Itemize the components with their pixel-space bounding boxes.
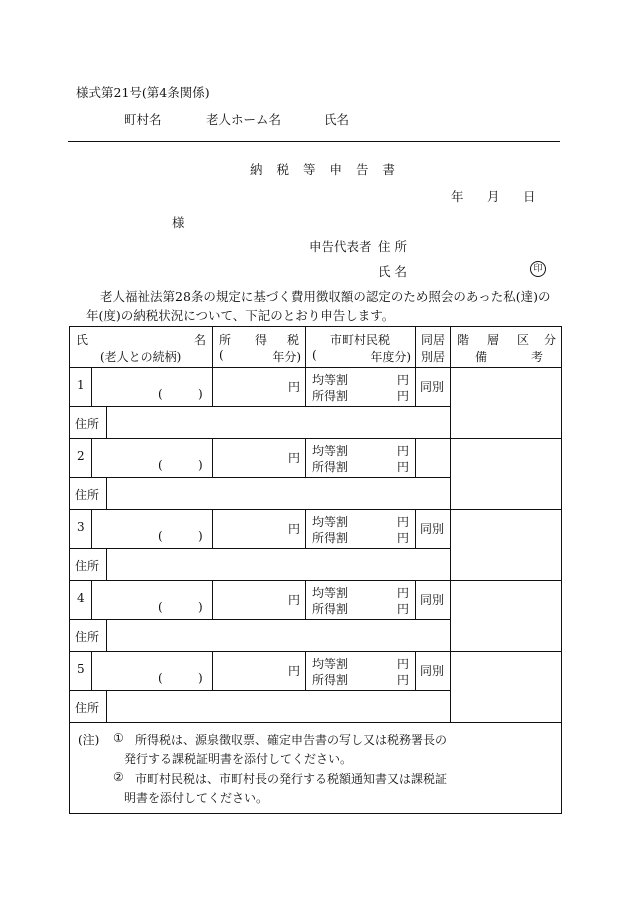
kintouwari-label: 均等割 bbox=[312, 586, 349, 600]
head-remarks-b: 考 bbox=[531, 350, 544, 364]
same-status: 同別 bbox=[420, 664, 445, 678]
floor-cell bbox=[451, 368, 562, 439]
income-tax-yen: 円 bbox=[288, 522, 301, 536]
shotokuwari-yen: 円 bbox=[397, 460, 410, 474]
head-same-1: 同居 bbox=[421, 333, 446, 347]
note-1-line-1: 所得税は、源泉徴収票、確定申告書の写し又は税務署長の bbox=[135, 733, 448, 747]
note-2-line-1: 市町村民税は、市町村長の発行する税額通知書又は課税証 bbox=[135, 772, 448, 786]
shotokuwari-label: 所得割 bbox=[312, 460, 349, 474]
notes-label: (注) bbox=[78, 733, 100, 747]
kintouwari-yen: 円 bbox=[397, 657, 410, 671]
row-number: 3 bbox=[77, 520, 85, 534]
addressee-suffix: 様 bbox=[172, 215, 185, 230]
shotokuwari-label: 所得割 bbox=[312, 531, 349, 545]
note-2-line-2: 明書を添付してください。 bbox=[124, 791, 269, 805]
date-day: 日 bbox=[523, 189, 536, 204]
income-tax-yen: 円 bbox=[288, 451, 301, 465]
row-number: 4 bbox=[77, 591, 85, 605]
shotokuwari-label: 所得割 bbox=[312, 673, 349, 687]
shotokuwari-yen: 円 bbox=[397, 673, 410, 687]
head-name-right: 名 bbox=[194, 333, 207, 347]
home-label: 老人ホーム名 bbox=[206, 112, 282, 127]
head-floor-b: 層 bbox=[487, 333, 500, 347]
tax-table bbox=[69, 326, 562, 814]
kintouwari-yen: 円 bbox=[397, 444, 410, 458]
header-name-label: 氏名 bbox=[324, 112, 350, 127]
floor-cell bbox=[451, 439, 562, 510]
relation-paren-open: ( bbox=[158, 387, 163, 401]
relation-paren-close: ) bbox=[198, 387, 203, 401]
head-income-sub-right: 年分) bbox=[272, 350, 302, 364]
relation-paren-open: ( bbox=[158, 600, 163, 614]
shotokuwari-yen: 円 bbox=[397, 602, 410, 616]
notes-row bbox=[70, 723, 562, 814]
income-tax-yen: 円 bbox=[288, 664, 301, 678]
head-income-a: 所 bbox=[219, 333, 232, 347]
relation-paren-close: ) bbox=[198, 671, 203, 685]
page-title: 納税等申告書 bbox=[250, 162, 410, 177]
table-row bbox=[70, 652, 562, 691]
head-name-left: 氏 bbox=[76, 333, 89, 347]
relation-paren-close: ) bbox=[198, 529, 203, 543]
head-income-b: 得 bbox=[255, 333, 268, 347]
head-same-2: 別居 bbox=[421, 350, 446, 364]
row-number: 5 bbox=[77, 662, 85, 676]
relation-paren-open: ( bbox=[158, 671, 163, 685]
kintouwari-label: 均等割 bbox=[312, 373, 349, 387]
table-row bbox=[70, 581, 562, 620]
head-muni-sub-left: ( bbox=[312, 348, 317, 362]
row-number: 2 bbox=[77, 449, 85, 463]
form-number: 様式第21号(第4条関係) bbox=[76, 85, 210, 100]
shotokuwari-label: 所得割 bbox=[312, 602, 349, 616]
kintouwari-label: 均等割 bbox=[312, 657, 349, 671]
relation-paren-close: ) bbox=[198, 458, 203, 472]
row-number: 1 bbox=[77, 378, 85, 392]
same-status: 同別 bbox=[420, 593, 445, 607]
kintouwari-label: 均等割 bbox=[312, 444, 349, 458]
date-month: 月 bbox=[487, 189, 500, 204]
address-label: 住所 bbox=[75, 630, 100, 644]
address-label: 住所 bbox=[75, 701, 100, 715]
kintouwari-yen: 円 bbox=[397, 373, 410, 387]
kintouwari-label: 均等割 bbox=[312, 515, 349, 529]
head-muni: 市町村民税 bbox=[330, 333, 391, 347]
note-2-mark: ② bbox=[113, 770, 124, 784]
relation-paren-open: ( bbox=[158, 529, 163, 543]
head-income-c: 税 bbox=[287, 333, 300, 347]
intro-line-2: 年(度)の納税状況について、下記のとおり申告します。 bbox=[86, 308, 395, 323]
representative-label: 申告代表者 bbox=[309, 239, 372, 254]
same-status: 同別 bbox=[420, 380, 445, 394]
table-row bbox=[70, 510, 562, 549]
head-income-sub-left: ( bbox=[219, 348, 224, 362]
head-floor-d: 分 bbox=[544, 333, 557, 347]
address-label: 住所 bbox=[75, 417, 100, 431]
address-label: 住所 bbox=[75, 559, 100, 573]
floor-cell bbox=[451, 652, 562, 723]
kintouwari-yen: 円 bbox=[397, 586, 410, 600]
floor-cell bbox=[451, 510, 562, 581]
head-floor-c: 区 bbox=[517, 333, 530, 347]
seal-mark: 印 bbox=[530, 261, 546, 277]
note-1-mark: ① bbox=[113, 731, 124, 745]
income-tax-yen: 円 bbox=[288, 593, 301, 607]
date-year: 年 bbox=[451, 189, 464, 204]
town-label: 町村名 bbox=[124, 112, 162, 127]
head-muni-sub-right: 年度分) bbox=[370, 350, 412, 364]
rep-name-label: 氏 名 bbox=[378, 264, 407, 279]
head-name-sub: (老人との続柄) bbox=[100, 350, 182, 364]
floor-cell bbox=[451, 581, 562, 652]
header-divider bbox=[68, 141, 560, 142]
rep-address-label: 住 所 bbox=[378, 239, 407, 254]
relation-paren-close: ) bbox=[198, 600, 203, 614]
shotokuwari-label: 所得割 bbox=[312, 389, 349, 403]
shotokuwari-yen: 円 bbox=[397, 531, 410, 545]
relation-paren-open: ( bbox=[158, 458, 163, 472]
income-tax-yen: 円 bbox=[288, 380, 301, 394]
shotokuwari-yen: 円 bbox=[397, 389, 410, 403]
head-remarks-a: 備 bbox=[475, 350, 488, 364]
address-label: 住所 bbox=[75, 488, 100, 502]
head-floor-a: 階 bbox=[457, 333, 470, 347]
table-header-row bbox=[70, 327, 562, 368]
kintouwari-yen: 円 bbox=[397, 515, 410, 529]
table-row bbox=[70, 439, 562, 478]
same-status: 同別 bbox=[420, 522, 445, 536]
intro-line-1: 老人福祉法第28条の規定に基づく費用徴収額の認定のため照会のあった私(達)の bbox=[100, 289, 551, 304]
note-1-line-2: 発行する課税証明書を添付してください。 bbox=[124, 752, 353, 766]
table-row bbox=[70, 368, 562, 407]
